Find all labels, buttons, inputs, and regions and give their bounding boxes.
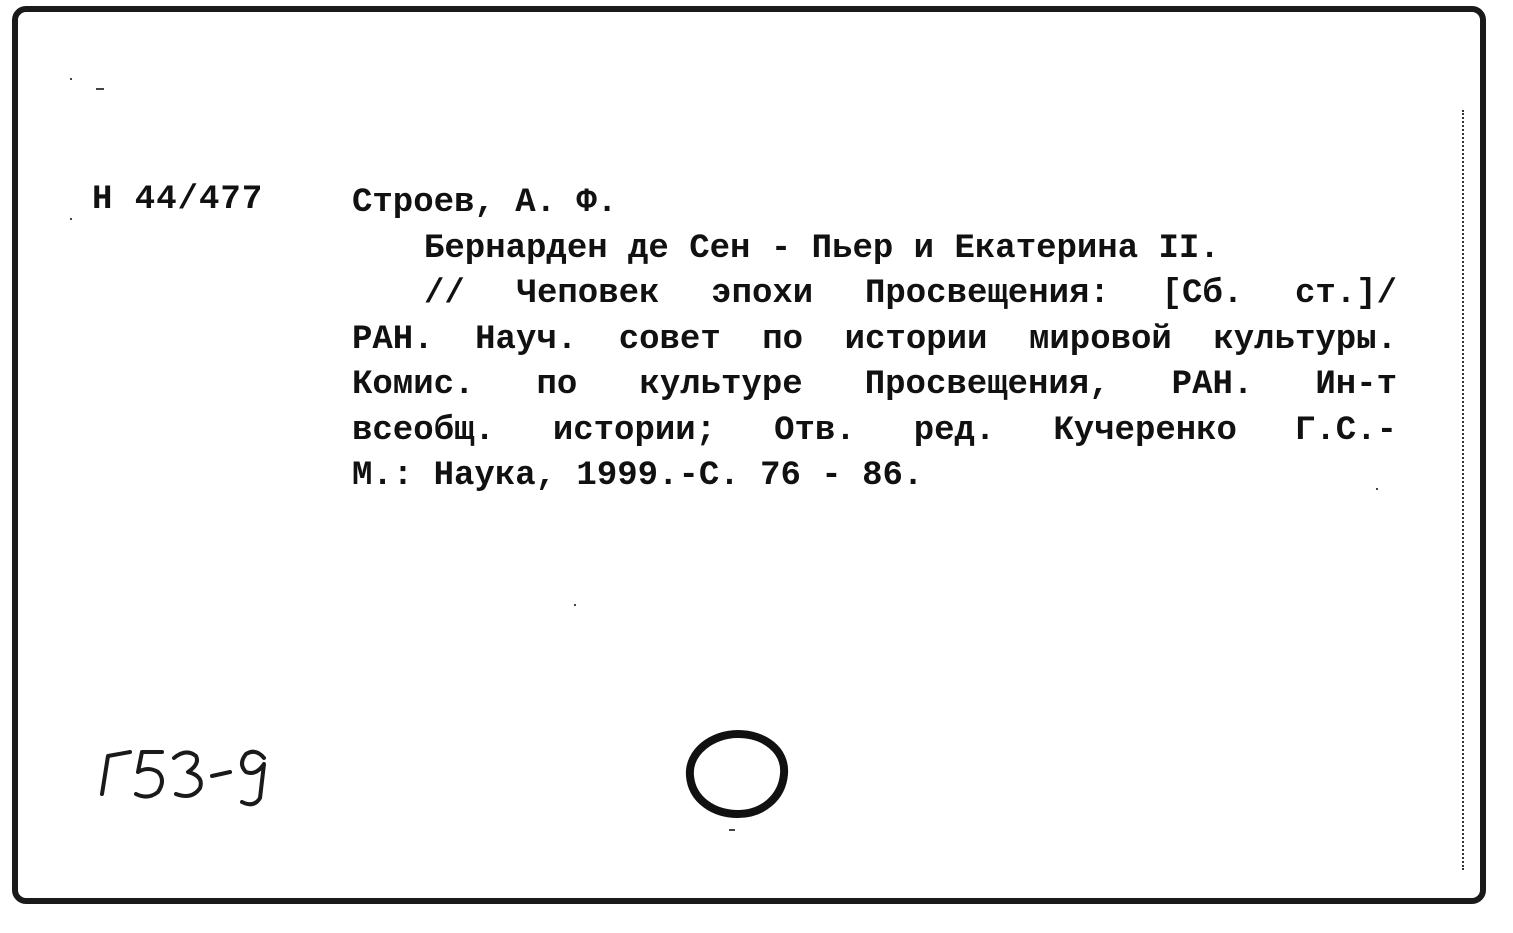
card-hole [684, 728, 792, 820]
entry-title: Бернарден де Сен - Пьер и Екатерина II. [424, 229, 1220, 268]
entry-publisher-2: Комис. по культуре Просвещения, РАН. Ин-т [352, 366, 1397, 404]
entry-publisher-1: РАН. Науч. совет по истории мировой культуры. [352, 320, 1397, 359]
entry-author: Строев, А. Ф. [352, 184, 618, 222]
card-perforation [1462, 110, 1464, 870]
scan-speck [96, 88, 104, 90]
bibliographic-entry [352, 181, 1397, 500]
scan-speck [729, 829, 735, 831]
scan-speck [1376, 488, 1378, 490]
scan-speck [70, 218, 72, 220]
shelfmark: Н 44/477 [92, 181, 264, 219]
entry-source: // Чеповек эпохи Просвещения: [Сб. ст.]/ [424, 275, 1397, 313]
handwritten-note [96, 742, 286, 812]
scan-speck [70, 78, 72, 80]
scan-speck [574, 604, 576, 606]
entry-imprint: М.: Наука, 1999.-С. 76 - 86. [352, 457, 924, 495]
entry-editor: всеобщ. истории; Отв. ред. Кучеренко Г.С.- [352, 411, 1397, 450]
